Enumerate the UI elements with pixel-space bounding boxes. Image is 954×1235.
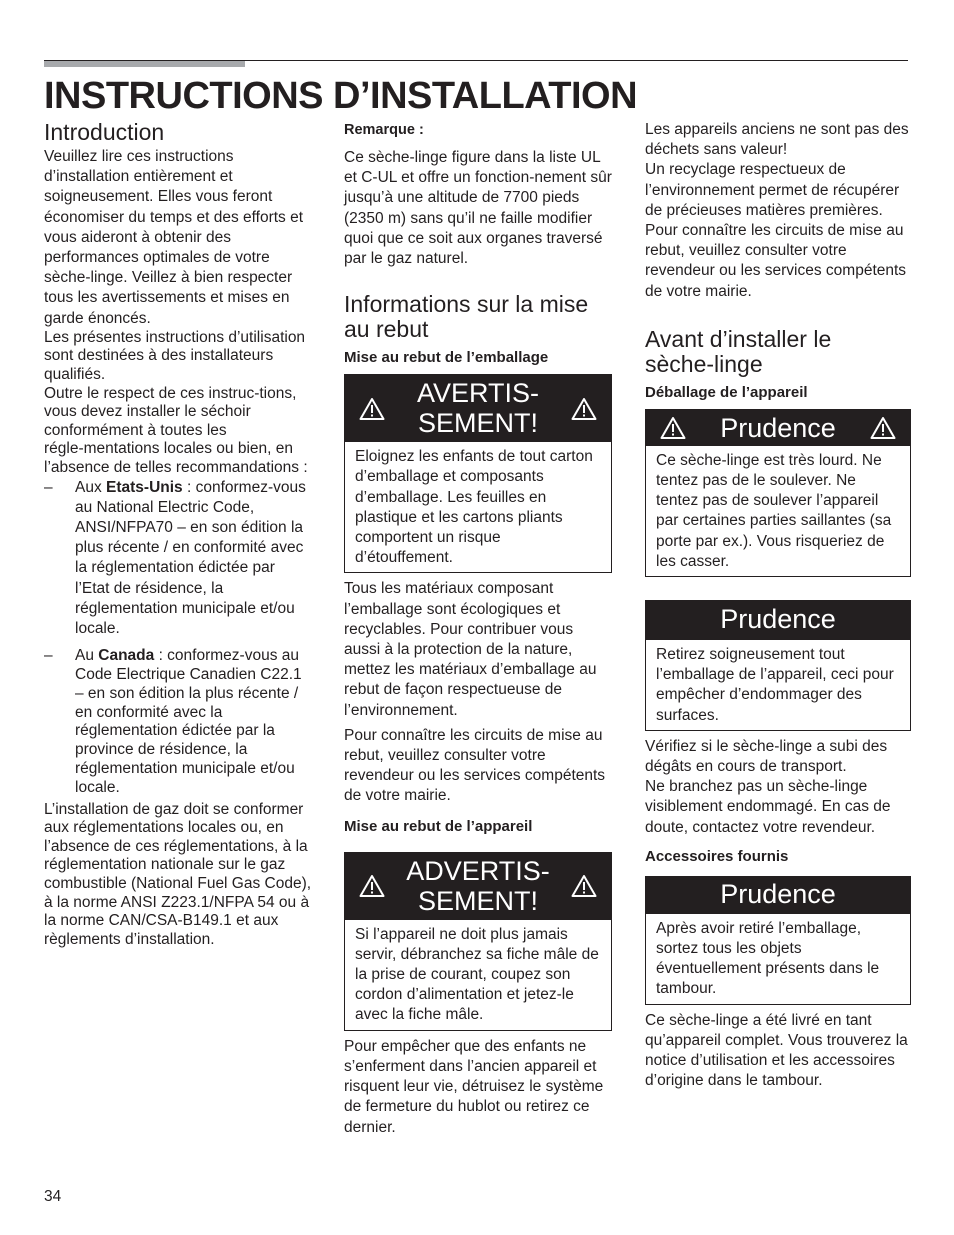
appliance-disposal-subheading: Mise au rebut de l’appareil	[344, 817, 533, 835]
page-title: INSTRUCTIONS D’INSTALLATION	[44, 75, 638, 117]
caution-box-header	[646, 601, 910, 640]
caution-text: Après avoir retiré l’emballage, sortez tous les objets éventuellement présents dans le tambour.	[656, 919, 880, 998]
warning-text: Eloignez les enfants de tout carton d’emballage et composants d’emballage. Les feuilles en plastique et les cartons pliants comportent un risque d’étouffement.	[355, 448, 593, 567]
transport-damage-paragraph: Vérifiez si le sèche‑linge a subi des dégâts en cours de transport.	[645, 737, 888, 776]
disposal-heading: Informations sur la mise au rebut	[344, 291, 589, 343]
caution-box-weight	[645, 409, 911, 577]
caution-box-packaging	[645, 600, 911, 731]
introduction-paragraph: Veuillez lire ces instructions d’installation entièrement et soigneusement. Elles vous feront économiser du temps et des efforts et vous aideront à obtenir des performances optimales de votre sèche‑linge. Veillez à bien respecter tous les avertissements et mises en garde énoncés.	[44, 148, 304, 327]
children-safety-paragraph: Pour empêcher que des enfants ne s’enferment dans l’ancien appareil et risquent leur vie, détruisez le système de fermeture du hublot ou retirez ce dernier.	[344, 1037, 604, 1136]
disposal-circuits-paragraph: Pour connaître les circuits de mise au rebut, veuillez consulter votre revendeur ou les services compétents de votre mairie.	[645, 222, 907, 300]
packaging-disposal-subheading: Mise au rebut de l’emballage	[344, 349, 549, 367]
column-disposal	[344, 120, 612, 1138]
warning-box-packaging	[344, 374, 612, 573]
header-accent-bar	[44, 60, 245, 67]
column-introduction	[44, 120, 312, 949]
warning-box-header	[345, 375, 611, 442]
warning-text: Si l’appareil ne doit plus jamais servir, débranchez sa fiche mâle de la prise de courant, coupez son cordon d’alimentation et jetez‑le avec la fiche mâle.	[355, 925, 599, 1024]
caution-box-header	[646, 877, 910, 914]
regulations-paragraph: Outre le respect de ces instruc‑tions, vous devez installer le séchoir conformément à toutes les régle‑mentations locales ou bien, en l’absence de telles recommandations :	[44, 384, 308, 476]
warning-triangle-icon	[571, 875, 597, 898]
remark-text: Ce sèche‑linge figure dans la liste UL et C‑UL et offre un fonction‑nement sûr jusqu’à une altitude de 7700 pieds (2350 m) sans qu’il ne faille modifier quoi que ce soit aux organes traversé par le gaz naturel.	[344, 149, 612, 268]
gas-installation-paragraph: L’installation de gaz doit se conformer aux réglementations locales ou, en l’absence de ces réglementations, à la réglementation nationale sur le gaz combustible (National Fuel Gas Code), à la norme ANSI Z223.1/NFPA 54 ou à la norme CAN/CSA‑B149.1 et aux règlements d’installation.	[44, 800, 312, 948]
warning-title: ADVERTIS‑ SEMENT!	[406, 855, 550, 916]
warning-box-header	[345, 853, 611, 920]
qualified-installers-paragraph: Les présentes instructions d’utilisation sont destinées à des installateurs qualifiés.	[44, 328, 306, 384]
header-rule	[44, 60, 908, 61]
before-install-heading: Avant d’installer le sèche‑linge	[645, 325, 832, 377]
caution-box-drum	[645, 876, 911, 1005]
warning-triangle-icon	[359, 875, 385, 898]
disposal-circuits-paragraph: Pour connaître les circuits de mise au rebut, veuillez consulter votre revendeur ou les services compétents de votre mairie.	[344, 726, 606, 805]
warning-box-appliance	[344, 852, 612, 1031]
regulations-list	[44, 478, 312, 798]
recycling-paragraph: Un recyclage respectueux de l’environnement permet de récupérer de précieuses matières premières.	[645, 161, 900, 219]
caution-text: Ce sèche‑linge est très lourd. Ne tentez pas de le soulever. Ne tentez pas de soulever l’appareil par certaines parties saillantes (sa porte par ex.). Vous risqueriez de les casser.	[656, 451, 892, 570]
caution-title: Prudence	[720, 412, 836, 443]
warning-triangle-icon	[571, 397, 597, 420]
packaging-recycling-paragraph: Tous les matériaux composant l’emballage sont écologiques et recyclables. Pour contribuer vous aussi à la protection de la nature, mettez les matériaux d’emballage au rebut de façon respectueuse de l’environnement.	[344, 580, 597, 719]
warning-triangle-icon	[359, 397, 385, 420]
warning-title: AVERTIS‑ SEMENT!	[416, 378, 540, 439]
damaged-appliance-paragraph: Ne branchez pas un sèche‑linge visiblement endommagé. En cas de doute, contactez votre revendeur.	[645, 778, 891, 836]
introduction-heading: Introduction	[44, 119, 165, 145]
list-item-canada: – Au Canada : conformez‑vous au Code Electrique Canadien C22.1 – en son édition la plus récente / en conformité avec la réglementation édictée par la province de résidence, la réglementation municipale et/ou locale.	[44, 647, 312, 797]
accessories-paragraph: Ce sèche‑linge a été livré en tant qu’appareil complet. Vous trouverez la notice d’utilisation et les accessoires d’origine dans le tambour.	[645, 1011, 908, 1090]
unpacking-subheading: Déballage de l’appareil	[645, 383, 808, 401]
accessories-subheading: Accessoires fournis	[645, 847, 789, 865]
caution-title: Prudence	[720, 604, 836, 635]
caution-text: Retirez soigneusement tout l’emballage de l’appareil, ceci pour empêcher d’endommager des surfaces.	[656, 646, 894, 724]
list-item-usa: – Aux Etats‑Unis : conformez‑vous au National Electric Code, ANSI/NFPA70 – en son édition la plus récente / en conformité avec la réglementation édictée par l’Etat de résidence, la réglementation municipale et/ou locale.	[44, 478, 312, 640]
warning-triangle-icon	[870, 416, 896, 439]
remark-label: Remarque :	[344, 122, 424, 138]
warning-triangle-icon	[660, 416, 686, 439]
caution-title: Prudence	[720, 878, 836, 909]
column-before-install	[645, 120, 911, 1092]
caution-box-header	[646, 410, 910, 446]
page-number: 34	[44, 1188, 62, 1205]
old-appliances-paragraph: Les appareils anciens ne sont pas des déchets sans valeur!	[645, 121, 909, 159]
